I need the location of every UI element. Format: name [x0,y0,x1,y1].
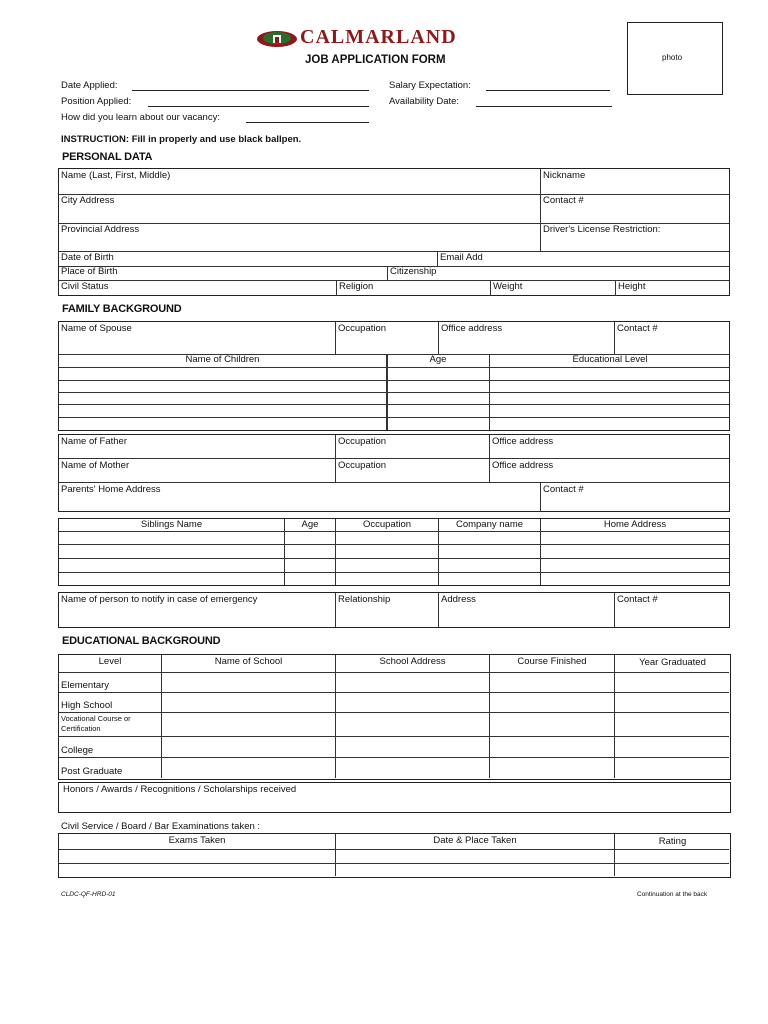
name-field[interactable]: Name (Last, First, Middle) [61,170,171,181]
edu-level-certification: Certification [61,724,101,733]
children-age-header: Age [429,354,447,365]
photo-box[interactable] [627,22,723,95]
father-office-field[interactable]: Office address [492,436,554,447]
emergency-address-field[interactable]: Address [441,594,476,605]
email-field[interactable]: Email Add [440,252,483,263]
children-education-header: Educational Level [572,354,648,365]
instruction-text: Fill in properly and use black ballpen. [131,134,302,145]
emergency-relationship-field[interactable]: Relationship [338,594,391,605]
father-name-field[interactable]: Name of Father [61,436,127,447]
parents-address-field[interactable]: Parents' Home Address [61,484,161,495]
height-field[interactable]: Height [618,281,646,292]
exams-taken-header: Exams Taken [168,835,226,846]
provincial-address-field[interactable]: Provincial Address [61,224,140,235]
children-name-header: Name of Children [185,354,260,365]
availability-date-label: Availability Date: [389,96,460,107]
mother-occupation-field[interactable]: Occupation [338,460,387,471]
emergency-contact-field[interactable]: Contact # [617,594,658,605]
salary-expectation-label: Salary Expectation: [389,80,471,91]
parents-contact-field[interactable]: Contact # [543,484,584,495]
edu-level-postgrad: Post Graduate [61,766,123,777]
form-title: JOB APPLICATION FORM [305,54,446,66]
logo-emblem-icon [256,30,298,48]
exams-date-header: Date & Place Taken [433,835,517,846]
siblings-company-header: Company name [455,519,524,530]
mother-name-field[interactable]: Name of Mother [61,460,130,471]
company-logo [256,28,501,50]
logo-text: CALMARLAND [300,26,457,48]
family-background-title: FAMILY BACKGROUND [62,303,182,315]
date-applied-label: Date Applied: [61,80,118,91]
position-applied-label: Position Applied: [61,96,132,107]
availability-date-field[interactable] [476,106,612,107]
date-of-birth-field[interactable]: Date of Birth [61,252,114,263]
edu-school-header: Name of School [214,656,283,667]
parents-table [58,434,730,512]
edu-year-header: Year Graduated [639,657,706,668]
edu-course-header: Course Finished [517,656,587,667]
salary-expectation-field[interactable] [486,90,610,91]
educational-background-title: EDUCATIONAL BACKGROUND [62,635,221,647]
edu-level-college: College [61,745,94,756]
siblings-occupation-header: Occupation [362,519,412,530]
emergency-name-field[interactable]: Name of person to notify in case of emergency [61,594,258,605]
spouse-office-field[interactable]: Office address [441,323,503,334]
education-table [58,654,731,780]
siblings-address-header: Home Address [603,519,667,530]
edu-level-vocational: Vocational Course or [61,714,131,723]
contact-field[interactable]: Contact # [543,195,584,206]
instruction-label: INSTRUCTION: [61,134,130,145]
place-of-birth-field[interactable]: Place of Birth [61,266,118,277]
spouse-contact-field[interactable]: Contact # [617,323,658,334]
spouse-occupation-field[interactable]: Occupation [338,323,387,334]
personal-data-table [58,168,730,296]
continuation-note: Continuation at the back [637,891,708,898]
honors-label: Honors / Awards / Recognitions / Scholarships received [63,784,297,795]
photo-label: photo [662,53,683,62]
honors-box[interactable] [58,782,731,813]
citizenship-field[interactable]: Citizenship [390,266,437,277]
personal-data-title: PERSONAL DATA [62,151,153,163]
city-address-field[interactable]: City Address [61,195,115,206]
date-applied-field[interactable] [132,90,369,91]
exams-table [58,833,731,878]
spouse-name-field[interactable]: Name of Spouse [61,323,132,334]
father-occupation-field[interactable]: Occupation [338,436,387,447]
edu-level-elementary: Elementary [61,680,110,691]
position-applied-field[interactable] [148,106,369,107]
edu-address-header: School Address [379,656,446,667]
spouse-table [58,321,730,431]
exams-rating-header: Rating [658,836,687,847]
civil-status-field[interactable]: Civil Status [61,281,109,292]
siblings-table [58,518,730,586]
religion-field[interactable]: Religion [339,281,374,292]
edu-level-highschool: High School [61,700,113,711]
weight-field[interactable]: Weight [493,281,523,292]
drivers-license-field[interactable]: Driver's License Restriction: [543,224,661,235]
siblings-age-header: Age [301,519,319,530]
vacancy-source-field[interactable] [246,122,369,123]
instruction [61,134,301,145]
edu-level-header: Level [98,656,122,667]
mother-office-field[interactable]: Office address [492,460,554,471]
emergency-table [58,592,730,628]
vacancy-source-label: How did you learn about our vacancy: [61,112,220,123]
form-code: CLDC-QF-HRD-01 [61,891,116,898]
exams-title: Civil Service / Board / Bar Examinations taken : [61,821,261,832]
nickname-field[interactable]: Nickname [543,170,586,181]
siblings-name-header: Siblings Name [140,519,203,530]
